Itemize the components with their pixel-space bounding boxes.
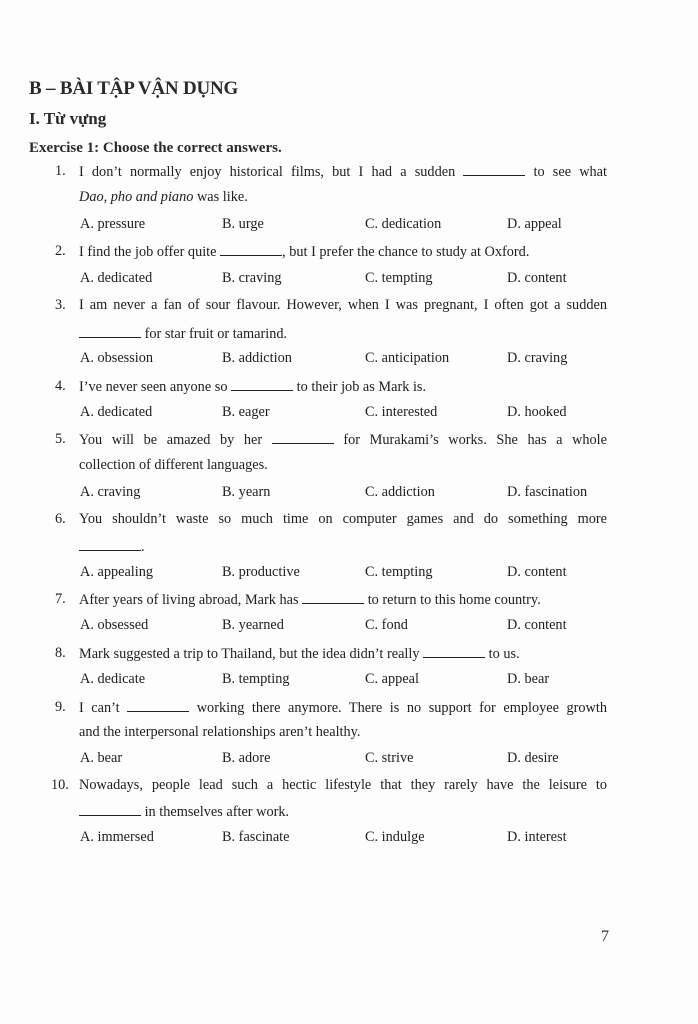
question-text-part: I don’t normally enjoy historical films, but I had a sudden xyxy=(79,164,464,180)
question-text-part: for Murakami’s works. She has a whole xyxy=(333,432,607,448)
option-c[interactable]: C. fond xyxy=(365,617,408,633)
question-number: 1. xyxy=(55,163,66,179)
question-text-italic: Dao, pho and piano xyxy=(79,189,194,205)
question-text xyxy=(79,163,607,181)
option-b[interactable]: B. eager xyxy=(222,404,270,420)
option-c[interactable]: C. indulge xyxy=(365,829,425,845)
answer-blank[interactable] xyxy=(231,378,293,391)
question-number: 10. xyxy=(51,777,69,793)
question-number: 7. xyxy=(55,591,66,607)
question-text xyxy=(79,243,607,261)
question-text-part: to return to this home country. xyxy=(364,592,541,608)
option-d[interactable]: D. content xyxy=(507,270,567,286)
option-b[interactable]: B. fascinate xyxy=(222,829,290,845)
option-b[interactable]: B. urge xyxy=(222,216,264,232)
question-number: 6. xyxy=(55,511,66,527)
option-d[interactable]: D. content xyxy=(507,564,567,580)
question-number: 4. xyxy=(55,378,66,394)
option-b[interactable]: B. addiction xyxy=(222,350,292,366)
option-d[interactable]: D. appeal xyxy=(507,216,562,232)
option-c[interactable]: C. tempting xyxy=(365,564,433,580)
section-title: B – BÀI TẬP VẬN DỤNG xyxy=(29,78,239,99)
question-text-part: You will be amazed by her xyxy=(79,432,272,448)
question-text-line2 xyxy=(79,189,607,206)
question-number: 3. xyxy=(55,297,66,313)
option-a[interactable]: A. craving xyxy=(80,484,141,500)
option-b[interactable]: B. craving xyxy=(222,270,282,286)
question-text-part: to us. xyxy=(485,646,520,662)
question-text-part: . xyxy=(141,539,145,555)
question-text-part: was like. xyxy=(193,189,248,205)
question-text-part: in themselves after work. xyxy=(141,804,290,820)
answer-blank[interactable] xyxy=(220,243,282,256)
question-text-part: I find the job offer quite xyxy=(79,244,221,260)
question-text-line2: and the interpersonal relationships aren’t healthy. xyxy=(79,724,361,740)
question-text xyxy=(79,699,607,717)
question-text xyxy=(79,645,607,663)
option-c[interactable]: C. dedication xyxy=(365,216,442,232)
answer-blank[interactable] xyxy=(423,645,485,658)
question-text-part: I’ve never seen anyone so xyxy=(79,379,232,395)
option-d[interactable]: D. hooked xyxy=(507,404,567,420)
option-a[interactable]: A. obsessed xyxy=(80,617,149,633)
option-d[interactable]: D. craving xyxy=(507,350,568,366)
question-text-part: Mark suggested a trip to Thailand, but the idea didn’t really xyxy=(79,646,424,662)
option-d[interactable]: D. desire xyxy=(507,750,559,766)
option-b[interactable]: B. adore xyxy=(222,750,271,766)
option-b[interactable]: B. tempting xyxy=(222,671,290,687)
answer-blank[interactable] xyxy=(302,591,364,604)
option-a[interactable]: A. appealing xyxy=(80,564,154,580)
question-text-line2 xyxy=(79,325,607,343)
option-d[interactable]: D. bear xyxy=(507,671,550,687)
option-c[interactable]: C. anticipation xyxy=(365,350,450,366)
option-b[interactable]: B. yearn xyxy=(222,484,271,500)
subsection-title: I. Từ vựng xyxy=(29,109,107,128)
question-number: 5. xyxy=(55,431,66,447)
question-text xyxy=(79,431,607,449)
question-text: Nowadays, people lead such a hectic lifestyle that they rarely have the leisure to xyxy=(79,777,607,793)
option-b[interactable]: B. yearned xyxy=(222,617,284,633)
answer-blank[interactable] xyxy=(127,699,189,712)
option-c[interactable]: C. appeal xyxy=(365,671,419,687)
question-text: I am never a fan of sour flavour. However, when I was pregnant, I often got a sudden xyxy=(79,297,607,313)
option-a[interactable]: A. bear xyxy=(80,750,123,766)
option-a[interactable]: A. immersed xyxy=(80,829,154,845)
option-a[interactable]: A. dedicate xyxy=(80,671,146,687)
option-a[interactable]: A. dedicated xyxy=(80,270,153,286)
option-c[interactable]: C. addiction xyxy=(365,484,435,500)
option-a[interactable]: A. pressure xyxy=(80,216,146,232)
question-text-line2 xyxy=(79,538,607,556)
answer-blank[interactable] xyxy=(79,803,141,816)
question-number: 8. xyxy=(55,645,66,661)
option-c[interactable]: C. strive xyxy=(365,750,414,766)
question-text-part: for star fruit or tamarind. xyxy=(141,326,288,342)
option-a[interactable]: A. dedicated xyxy=(80,404,153,420)
option-c[interactable]: C. interested xyxy=(365,404,438,420)
answer-blank[interactable] xyxy=(272,431,334,444)
question-text xyxy=(79,591,607,609)
question-text-line2: collection of different languages. xyxy=(79,457,268,473)
answer-blank[interactable] xyxy=(79,538,141,551)
option-a[interactable]: A. obsession xyxy=(80,350,154,366)
option-b[interactable]: B. productive xyxy=(222,564,300,580)
question-text xyxy=(79,378,607,396)
option-c[interactable]: C. tempting xyxy=(365,270,433,286)
question-text-part: to see what xyxy=(525,164,607,180)
question-number: 2. xyxy=(55,243,66,259)
question-text: You shouldn’t waste so much time on computer games and do something more xyxy=(79,511,607,527)
option-d[interactable]: D. fascination xyxy=(507,484,588,500)
question-text-part: to their job as Mark is. xyxy=(293,379,427,395)
exercise-title: Exercise 1: Choose the correct answers. xyxy=(29,140,282,156)
question-text-line2 xyxy=(79,803,607,821)
question-text-part: working there anymore. There is no support for employee growth xyxy=(189,700,607,716)
question-text-part: , but I prefer the chance to study at Oxford. xyxy=(282,244,530,260)
answer-blank[interactable] xyxy=(79,325,141,338)
question-text-part: After years of living abroad, Mark has xyxy=(79,592,303,608)
question-text-part: I can’t xyxy=(79,700,128,716)
option-d[interactable]: D. content xyxy=(507,617,567,633)
option-d[interactable]: D. interest xyxy=(507,829,567,845)
page-number: 7 xyxy=(601,928,609,945)
answer-blank[interactable] xyxy=(463,163,525,176)
question-number: 9. xyxy=(55,699,66,715)
